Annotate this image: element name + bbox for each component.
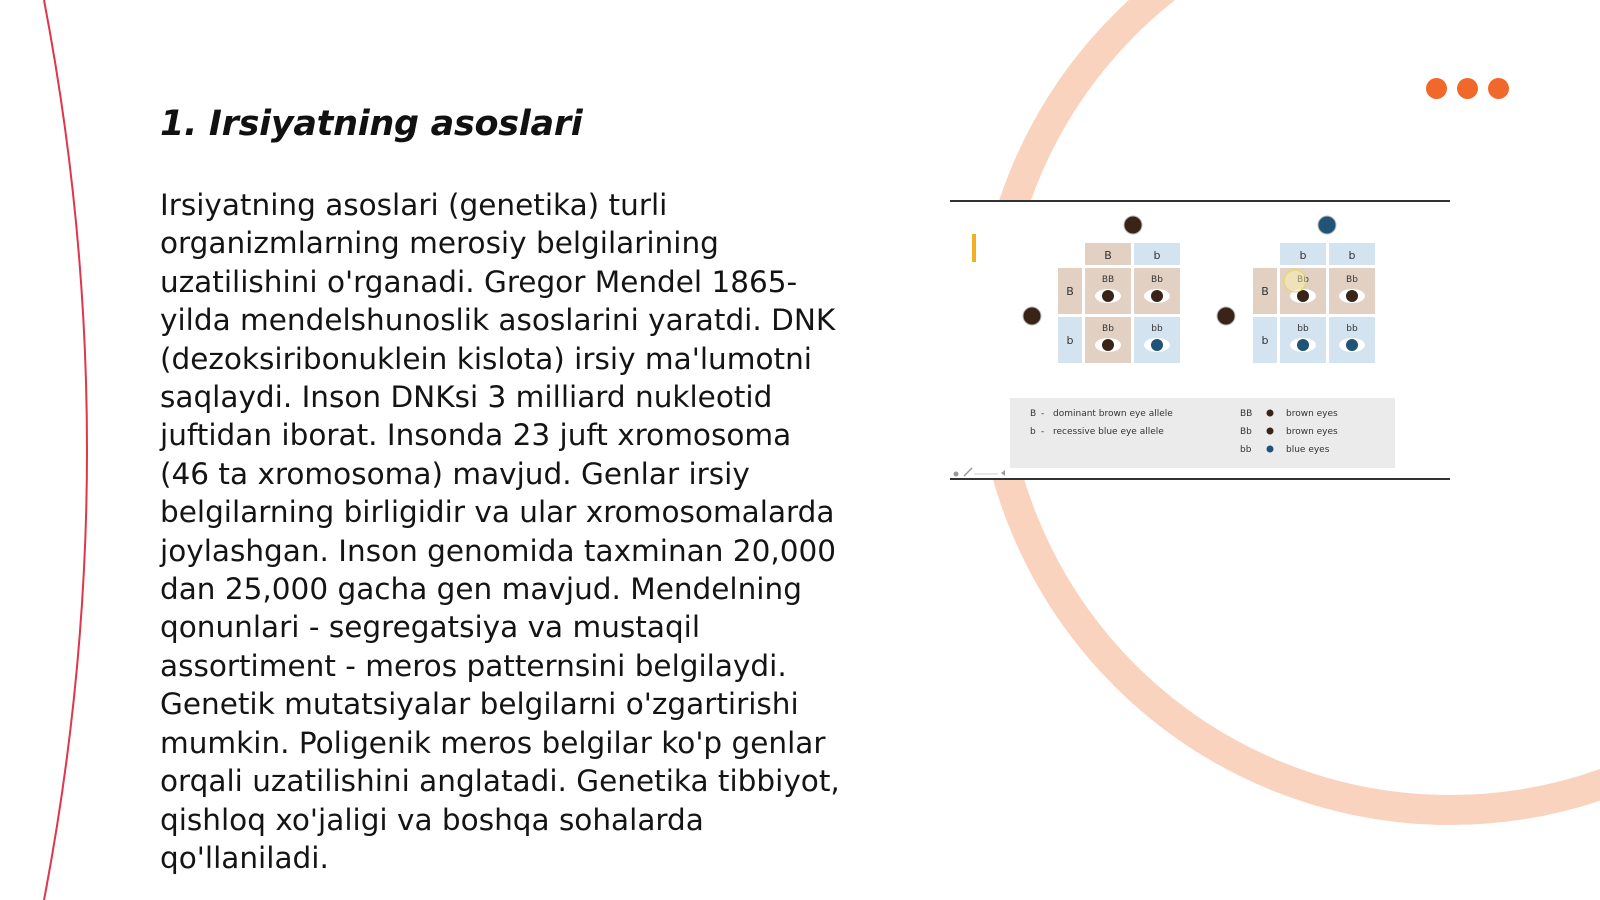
- legend-dash: -: [1041, 409, 1045, 419]
- legend-text: recessive blue eye allele: [1053, 427, 1164, 437]
- genotype-label: bb: [1151, 324, 1163, 334]
- legend-genotype: BB: [1240, 409, 1253, 419]
- allele-label: b: [1153, 249, 1161, 262]
- allele-label: b: [1066, 334, 1074, 347]
- dot-icon: [1488, 78, 1509, 99]
- arrow-icon: [1001, 470, 1005, 476]
- allele-label: B: [1066, 285, 1074, 298]
- legend-symbol: B: [1030, 409, 1037, 419]
- brown-eye-icon: [1346, 290, 1358, 302]
- dot-icon: [1457, 78, 1478, 99]
- allele-label: b: [1299, 249, 1307, 262]
- genotype-label: bb: [1297, 324, 1309, 334]
- legend-text: dominant brown eye allele: [1053, 409, 1173, 419]
- punnett-square-left: [1023, 216, 1180, 363]
- genotype-label: Bb: [1346, 275, 1358, 285]
- legend-phenotype: brown eyes: [1286, 409, 1338, 419]
- legend-symbol: b: [1030, 427, 1036, 437]
- genotype-label: Bb: [1151, 275, 1163, 285]
- brown-eye-icon: [1023, 307, 1041, 325]
- punnett-square-figure: [950, 200, 1450, 480]
- genotype-label: Bb: [1102, 324, 1114, 334]
- allele-label: b: [1348, 249, 1356, 262]
- allele-label: b: [1261, 334, 1269, 347]
- legend: [1010, 398, 1395, 468]
- allele-label: B: [1261, 285, 1269, 298]
- blue-eye-icon: [1318, 216, 1336, 234]
- legend-genotype: bb: [1240, 445, 1252, 455]
- genotype-label: bb: [1346, 324, 1358, 334]
- brown-eye-icon: [1124, 216, 1142, 234]
- brown-eye-icon: [1102, 339, 1114, 351]
- brown-eye-icon: [1217, 307, 1235, 325]
- toolbar-dot-icon: [954, 472, 959, 477]
- brown-eye-icon: [1267, 410, 1274, 417]
- slide-title: 1. Irsiyatning asoslari: [160, 104, 583, 144]
- genotype-label: Bb: [1297, 275, 1309, 285]
- legend-genotype: Bb: [1240, 427, 1252, 437]
- cursor-highlight: [1284, 270, 1306, 292]
- blue-eye-icon: [1267, 446, 1274, 453]
- legend-dash: -: [1041, 427, 1045, 437]
- allele-label: B: [1104, 249, 1112, 262]
- blue-eye-icon: [1297, 339, 1309, 351]
- legend-phenotype: blue eyes: [1286, 445, 1330, 455]
- dot-icon: [1426, 78, 1447, 99]
- blue-eye-icon: [1346, 339, 1358, 351]
- punnett-square-right: [1217, 216, 1375, 363]
- left-accent-line: [44, 0, 87, 900]
- slide-body-text: Irsiyatning asoslari (genetika) turli organizmlarning merosiy belgilarining uzatilishini o'rganadi. Gregor Mendel 1865-yilda mendelshunoslik asoslarini yaratdi. DNK (dezoksiribonuklein kislota) irsiy ma'lumotni saqlaydi. Inson DNKsi 3 milliard nukleotid juftidan iborat. Insonda 23 juft xromosoma (46 ta xromosoma) mavjud. Genlar irsiy belgilarning birligidir va ular xromosomalarda joylashgan. Inson genomida taxminan 20,000 dan 25,000 gacha gen mavjud. Mendelning qonunlari - segregatsiya va mustaqil assortiment - meros patternsini belgilaydi. Genetik mutatsiyalar belgilarni o'zgartirishi mumkin. Poligenik meros belgilar ko'p genlar orqali uzatilishini anglatadi. Genetika tibbiyot, qishloq xo'jaligi va boshqa sohalarda qo'llaniladi.: [160, 188, 840, 875]
- brown-eye-icon: [1151, 290, 1163, 302]
- brown-eye-icon: [1267, 428, 1274, 435]
- blue-eye-icon: [1151, 339, 1163, 351]
- pen-icon: [964, 468, 972, 476]
- brown-eye-icon: [1102, 290, 1114, 302]
- highlight-marker: [972, 234, 976, 262]
- legend-phenotype: brown eyes: [1286, 427, 1338, 437]
- genotype-label: BB: [1101, 275, 1115, 285]
- more-dots-icon: [1426, 78, 1510, 100]
